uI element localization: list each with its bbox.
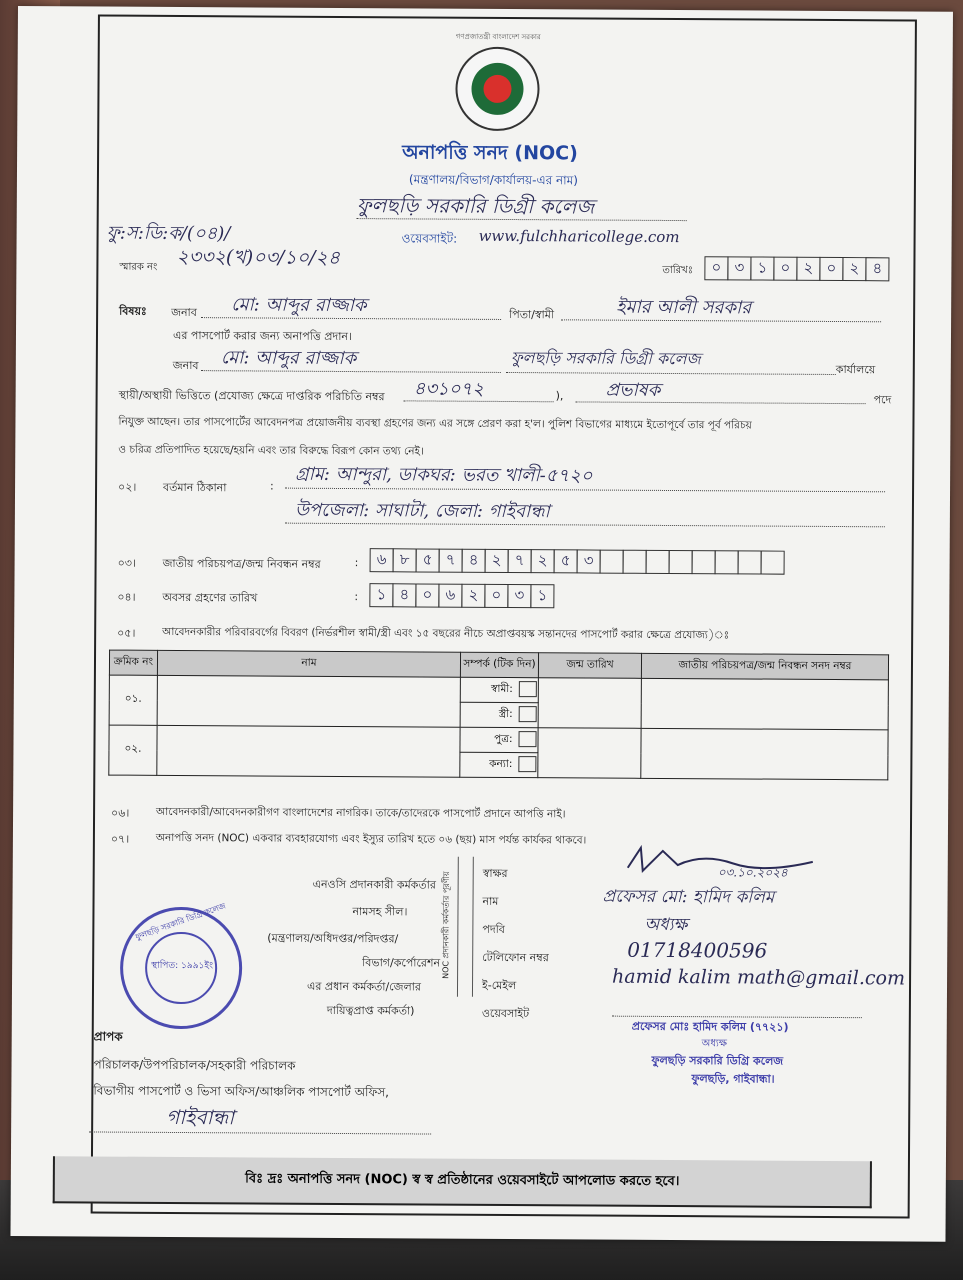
- retire-digit-box: ২: [461, 584, 485, 608]
- relation-husband: স্বামী:: [490, 682, 513, 696]
- college-round-seal: [120, 901, 243, 1030]
- post-suffix: পদে: [873, 393, 892, 407]
- officer-email: hamid kalim math@gmail.com: [612, 965, 906, 990]
- officer-phone: 01718400596: [627, 937, 768, 963]
- address-line-2: উপজেলা: সাঘাটা, জেলা: গাইবান্ধা: [294, 499, 550, 523]
- nid-digit-box: [738, 550, 762, 574]
- nid-digit-box: [692, 550, 716, 574]
- designation: প্রভাষক: [605, 379, 661, 401]
- retire-digit-box: ১: [530, 584, 554, 608]
- perm-number: ৪৩১০৭২: [413, 378, 484, 400]
- recipient-line-2: বিভাগীয় পাসপোর্ট ও ভিসা অফিস/আঞ্চলিক পাসপোর্ট অফিস,: [93, 1083, 390, 1100]
- date-digit-box: ০: [773, 257, 797, 281]
- government-emblem: [455, 47, 540, 132]
- perm-label: স্থায়ী/অস্থায়ী ভিত্তিতে (প্রযোজ্য ক্ষেত্রে দাপ্তরিক পরিচিতি নম্বর: [118, 388, 385, 404]
- footer-note: [53, 1156, 872, 1208]
- retire-label: অবসর গ্রহণের তারিখ: [162, 590, 258, 605]
- applicant-name-2: মো: আব্দুর রাজ্জাক: [220, 347, 357, 370]
- nid-boxes: [370, 548, 784, 575]
- husband-checkbox[interactable]: [519, 681, 537, 697]
- website-value: www.fulchharicollege.com: [478, 226, 680, 247]
- nid-digit-box: ২: [531, 549, 555, 573]
- col-name: নাম: [157, 650, 460, 677]
- row-serial: ০২.: [109, 725, 157, 775]
- note-07: অনাপত্তি সনদ (NOC) একবার ব্যবহারযোগ্য এবং ইস্যুর তারিখ হতে ০৬ (ছয়) মাস পর্যন্ত কার্যকর থাকবে।: [155, 831, 587, 847]
- table-row: [109, 725, 888, 755]
- father-label: পিতা/স্বামী: [509, 308, 555, 322]
- address-colon: :: [270, 479, 274, 493]
- date-digit-box: ২: [796, 257, 820, 281]
- officer-name-label: নাম: [482, 894, 499, 908]
- vertical-label: NOC প্রদানকারী কর্মকর্তার পূরণীয়: [441, 871, 451, 979]
- stamp-line-3: ফুলছড়ি সরকারি ডিগ্রি কলেজ: [651, 1053, 784, 1068]
- officer-name: প্রফেসর মো: হামিদ কলিম: [602, 886, 775, 908]
- date-digit-box: ০: [704, 256, 728, 280]
- col-nid: জাতীয় পরিচয়পত্র/জন্ম নিবন্ধন সনদ নম্বর: [641, 653, 888, 680]
- family-label: আবেদনকারীর পরিবারবর্গের বিবরণ (নির্ভরশীল স্বামী/স্ত্রী এবং ১৫ বছরের নীচে অপ্রাপ্তবয়স্ক সন্তানদের পাসপোর্ট করার ক্ষেত্রে প্রযোজ্য)ঃ: [162, 625, 730, 642]
- retire-digit-box: ০: [484, 584, 508, 608]
- subject-line2: এর পাসপোর্ট করার জন্য অনাপত্তি প্রদান।: [172, 328, 352, 344]
- date-boxes: [704, 256, 888, 281]
- relation-son: পুত্র:: [494, 732, 513, 746]
- nid-digit-box: ৭: [439, 549, 463, 573]
- retire-digit-box: ৩: [507, 584, 531, 608]
- officer-website-label: ওয়েবসাইট: [481, 1006, 530, 1021]
- col-serial: ক্রমিক নং: [109, 650, 157, 675]
- perm-close: ),: [555, 389, 564, 403]
- website-label: ওয়েবসাইট:: [401, 231, 458, 246]
- note-07-no: ০৭।: [110, 832, 130, 846]
- recipient-line-1: পরিচালক/উপপরিচালক/সহকারী পরিচালক: [93, 1057, 296, 1073]
- nid-digit-box: [669, 550, 693, 574]
- ref-handwritten: ফু:স:ডি:ক/(০৪)/: [106, 222, 231, 245]
- daughter-checkbox[interactable]: [518, 756, 536, 772]
- document-title: অনাপত্তি সনদ (NOC): [402, 141, 578, 165]
- date-digit-box: ৪: [865, 257, 889, 281]
- sign-label: স্বাক্ষর: [482, 866, 508, 881]
- item-04-no: ০৪।: [117, 590, 136, 604]
- document-subtitle: (মন্ত্রণালয়/বিভাগ/কার্যালয়-এর নাম): [408, 172, 579, 188]
- retire-digit-box: ৪: [392, 583, 416, 607]
- date-digit-box: ১: [750, 256, 774, 280]
- nid-digit-box: [761, 551, 785, 575]
- family-table: [108, 650, 889, 781]
- date-digit-box: ৩: [727, 256, 751, 280]
- retire-colon: :: [354, 590, 359, 604]
- officer-left-text: এনওসি প্রদানকারী কর্মকর্তার নামসহ সীল। (মন্ত্রণালয়/অধিদপ্তর/পরিদপ্তর/ বিভাগ/কর্পোরেশন এর প্রধান কর্মকর্তা/জেলার দায়িত্বপ্রাপ্ত কর্মকর্তা): [267, 877, 441, 1018]
- officer-designation-label: পদবি: [482, 922, 505, 936]
- date-digit-box: ২: [842, 257, 866, 281]
- note-06: আবেদনকারী/আবেদনকারীগণ বাংলাদেশের নাগরিক। তাকে/তাদেরকে পাসপোর্ট প্রদানে আপত্তি নাই।: [156, 805, 566, 821]
- retire-digit-box: ০: [415, 583, 439, 607]
- col-relation: সম্পর্ক (টিক দিন): [460, 652, 538, 677]
- date-digit-box: ০: [819, 257, 843, 281]
- item-02-no: ০২।: [118, 480, 137, 494]
- body-para-1: নিযুক্ত আছেন। তার পাসপোর্টের আবেদনপত্র প্রয়োজনীয় ব্যবস্থা গ্রহণের জন্য এর সঙ্গে প্রেরণ করা হ'ল। পুলিশ বিভাগের মাধ্যমে ইতোপূর্বে তার পূর্ব পরিচয়: [118, 415, 752, 432]
- vertical-label-box: [441, 857, 474, 997]
- son-checkbox[interactable]: [518, 731, 536, 747]
- stamp-line-1: প্রফেসর মোঃ হামিদ কলিম (৭৭২১): [631, 1019, 789, 1034]
- footer-text: বিঃ দ্রঃ অনাপত্তি সনদ (NOC) স্ব স্ব প্রতিষ্ঠানের ওয়েবসাইটে আপলোড করতে হবে।: [245, 1171, 680, 1190]
- round-seal-text: ফুলছড়ি সরকারি ডিগ্রি কলেজ: [134, 901, 227, 942]
- nid-digit-box: ৭: [508, 549, 532, 573]
- subject-mr: জনাব: [171, 305, 197, 320]
- nid-colon: :: [354, 556, 359, 570]
- recipient-place: গাইবান্ধা: [166, 1104, 235, 1130]
- body-para-2: ও চরিত্র প্রতিপাদিত হয়েছে/হয়নি এবং তার বিরুদ্ধে বিরূপ কোন তথ্য নেই।: [118, 443, 424, 458]
- table-row: [109, 675, 888, 705]
- officer-designation: অধ্যক্ষ: [644, 914, 688, 936]
- nid-digit-box: ৬: [370, 548, 394, 572]
- ref-label: স্মারক নং: [119, 261, 158, 273]
- father-name: ইমার আলী সরকার: [616, 296, 752, 319]
- address-line-1: গ্রাম: আন্দুরা, ডাকঘর: ভরত খালী-৫৭২০: [295, 463, 593, 487]
- recipient-label: প্রাপক: [93, 1029, 123, 1044]
- sign-date: ০৩.১০.২০২৪: [717, 865, 788, 880]
- stamp-line-4: ফুলছড়ি, গাইবান্ধা।: [691, 1072, 775, 1086]
- nid-digit-box: ৩: [577, 549, 601, 573]
- relation-daughter: কন্যা:: [489, 757, 513, 771]
- relation-wife: স্ত্রী:: [498, 707, 513, 721]
- retire-digit-box: ১: [369, 583, 393, 607]
- row-serial: ০১.: [109, 675, 157, 725]
- nid-digit-box: ৫: [416, 548, 440, 572]
- office-name-2: ফুলছড়ি সরকারি ডিগ্রী কলেজ: [510, 348, 701, 369]
- stamp-line-2: অধ্যক্ষ: [701, 1038, 727, 1050]
- note-06-no: ০৬।: [111, 806, 130, 820]
- wife-checkbox[interactable]: [519, 706, 537, 722]
- nid-digit-box: ৪: [462, 549, 486, 573]
- date-label: তারিখঃ: [662, 264, 694, 277]
- office-name: ফুলছড়ি সরকারি ডিগ্রী কলেজ: [356, 193, 595, 219]
- nid-label: জাতীয় পরিচয়পত্র/জন্ম নিবন্ধন নম্বর: [162, 556, 321, 571]
- round-seal-center: স্থাপিত: ১৯৯১ইং: [151, 960, 213, 972]
- emblem-text: গণপ্রজাতন্ত্রী বাংলাদেশ সরকার: [455, 32, 541, 42]
- retire-digit-box: ৬: [438, 584, 462, 608]
- email-label: ই-মেইল: [481, 978, 517, 993]
- col-dob: জন্ম তারিখ: [538, 653, 641, 679]
- nid-digit-box: [623, 550, 647, 574]
- nid-digit-box: [600, 550, 624, 574]
- nid-digit-box: ৮: [393, 548, 417, 572]
- nid-digit-box: ৫: [554, 549, 578, 573]
- nid-digit-box: [646, 550, 670, 574]
- mr-2: জনাব: [172, 358, 199, 373]
- ref-number: ২৩৩২(খ)০৩/১০/২৪: [176, 245, 341, 269]
- nid-digit-box: [715, 550, 739, 574]
- item-03-no: ০৩।: [117, 556, 136, 570]
- noc-document: [10, 6, 952, 1242]
- applicant-name: মো: আব্দুর রাজ্জাক: [231, 294, 367, 317]
- nid-digit-box: ২: [485, 549, 509, 573]
- subject-label: বিষয়ঃ: [119, 304, 147, 318]
- address-label: বর্তমান ঠিকানা: [163, 480, 227, 495]
- item-05-no: ০৫।: [117, 626, 136, 640]
- office-suffix: কার্যালয়ে: [835, 363, 876, 377]
- retire-boxes: [369, 583, 553, 608]
- phone-label: টেলিফোন নম্বর: [482, 950, 549, 965]
